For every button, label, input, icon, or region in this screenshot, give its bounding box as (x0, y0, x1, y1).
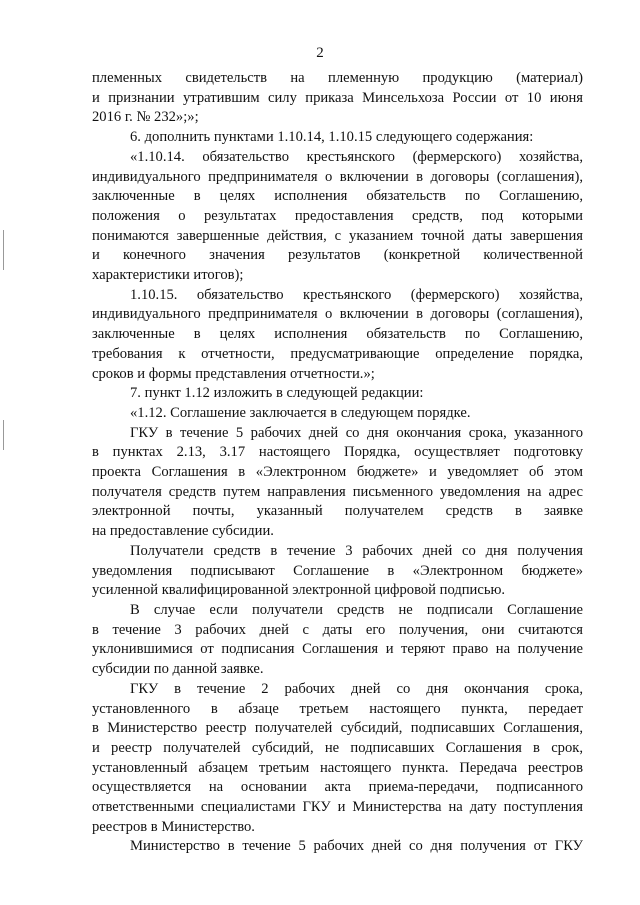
text-line: уведомления подписывают Соглашение в «Электронном бюджете» (92, 562, 583, 579)
paragraph (92, 837, 583, 857)
text-line: В случае если получатели средств не подписали Соглашение (130, 601, 583, 618)
paragraph (92, 680, 583, 838)
text-line: 2016 г. № 232»;»; (92, 109, 199, 126)
paragraph (92, 542, 583, 601)
text-line: племенных свидетельств на племенную продукцию (материал) (92, 70, 583, 86)
text-line: уклонившимися от подписания Соглашения и теряют право на получение (92, 641, 583, 658)
text-line: получателя средств путем направления письменного уведомления на адрес (92, 483, 583, 500)
scan-edge-mark (3, 230, 4, 270)
paragraph (92, 424, 583, 542)
text-line: ГКУ в течение 5 рабочих дней со дня окончания срока, указанного (130, 424, 583, 441)
text-line: характеристики итогов); (92, 267, 244, 284)
text-line: заключенные в целях исполнения обязательств по Соглашению, (92, 326, 583, 343)
text-line: реестров в Министерство. (92, 818, 255, 835)
text-line: «1.12. Соглашение заключается в следующем порядке. (130, 404, 471, 421)
scan-edge-mark (3, 420, 4, 450)
text-line: в Министерство реестр получателей субсидий, подписавших Соглашения, (92, 720, 583, 737)
page-number: 2 (316, 45, 324, 61)
text-line: 7. пункт 1.12 изложить в следующей редакции: (130, 385, 424, 402)
paragraph (92, 384, 583, 404)
text-line: на предоставление субсидии. (92, 523, 274, 540)
text-line: заключенные в целях исполнения обязательств по Соглашению, (92, 188, 583, 205)
text-line: ГКУ в течение 2 рабочих дней со дня окончания срока, (130, 680, 583, 697)
text-line: индивидуального предпринимателя о включении в договоры (соглашения), (92, 306, 583, 323)
paragraph (92, 69, 583, 128)
text-line: 6. дополнить пунктами 1.10.14, 1.10.15 следующего содержания: (130, 129, 534, 146)
text-line: требования к отчетности, предусматривающие определение порядка, (92, 345, 583, 362)
text-line: «1.10.14. обязательство крестьянского (фермерского) хозяйства, (130, 148, 583, 165)
text-line: в течение 3 рабочих дней с даты его получения, они считаются (92, 621, 583, 638)
text-line: 1.10.15. обязательство крестьянского (фермерского) хозяйства, (130, 286, 583, 303)
text-line: установленный абзацем третьим настоящего пункта. Передача реестров (92, 759, 583, 776)
text-line: индивидуального предпринимателя о включении в договоры (соглашения), (92, 168, 583, 185)
text-line: субсидии по данной заявке. (92, 661, 264, 678)
text-line: ответственными специалистами ГКУ и Министерства на дату поступления (92, 799, 583, 816)
paragraph (92, 404, 583, 424)
text-line: проекта Соглашения в «Электронном бюджете» и уведомляет об этом (92, 464, 583, 481)
text-line: сроков и формы представления отчетности.»; (92, 365, 375, 382)
text-line: осуществляется на основании акта приема-передачи, подписанного (92, 779, 583, 796)
text-line: и реестр получателей субсидий, не подписавших Соглашения в срок, (92, 739, 583, 756)
paragraph (92, 286, 583, 385)
text-line: установленного в абзаце третьем настоящего пункта, передает (92, 700, 583, 717)
text-line: Получатели средств в течение 3 рабочих дней со дня получения (130, 542, 583, 559)
text-line: и признании утратившим силу приказа Минсельхоза России от 10 июня (92, 89, 583, 106)
paragraph (92, 128, 583, 148)
text-line: понимаются завершенные действия, с указанием точной даты завершения (92, 227, 583, 244)
paragraph (92, 601, 583, 680)
text-line: положения о результатах предоставления средств, под которыми (92, 207, 583, 224)
text-line: в пунктах 2.13, 3.17 настоящего Порядка, осуществляет подготовку (92, 444, 583, 461)
paragraph (92, 148, 583, 286)
text-line: усиленной квалифицированной электронной цифровой подписью. (92, 582, 506, 599)
document-body (92, 69, 583, 857)
text-line: Министерство в течение 5 рабочих дней со дня получения от ГКУ (130, 838, 583, 855)
text-line: электронной почты, указанный получателем средств в заявке (92, 503, 583, 520)
text-line: и конечного значения результатов (конкретной количественной (92, 247, 583, 264)
